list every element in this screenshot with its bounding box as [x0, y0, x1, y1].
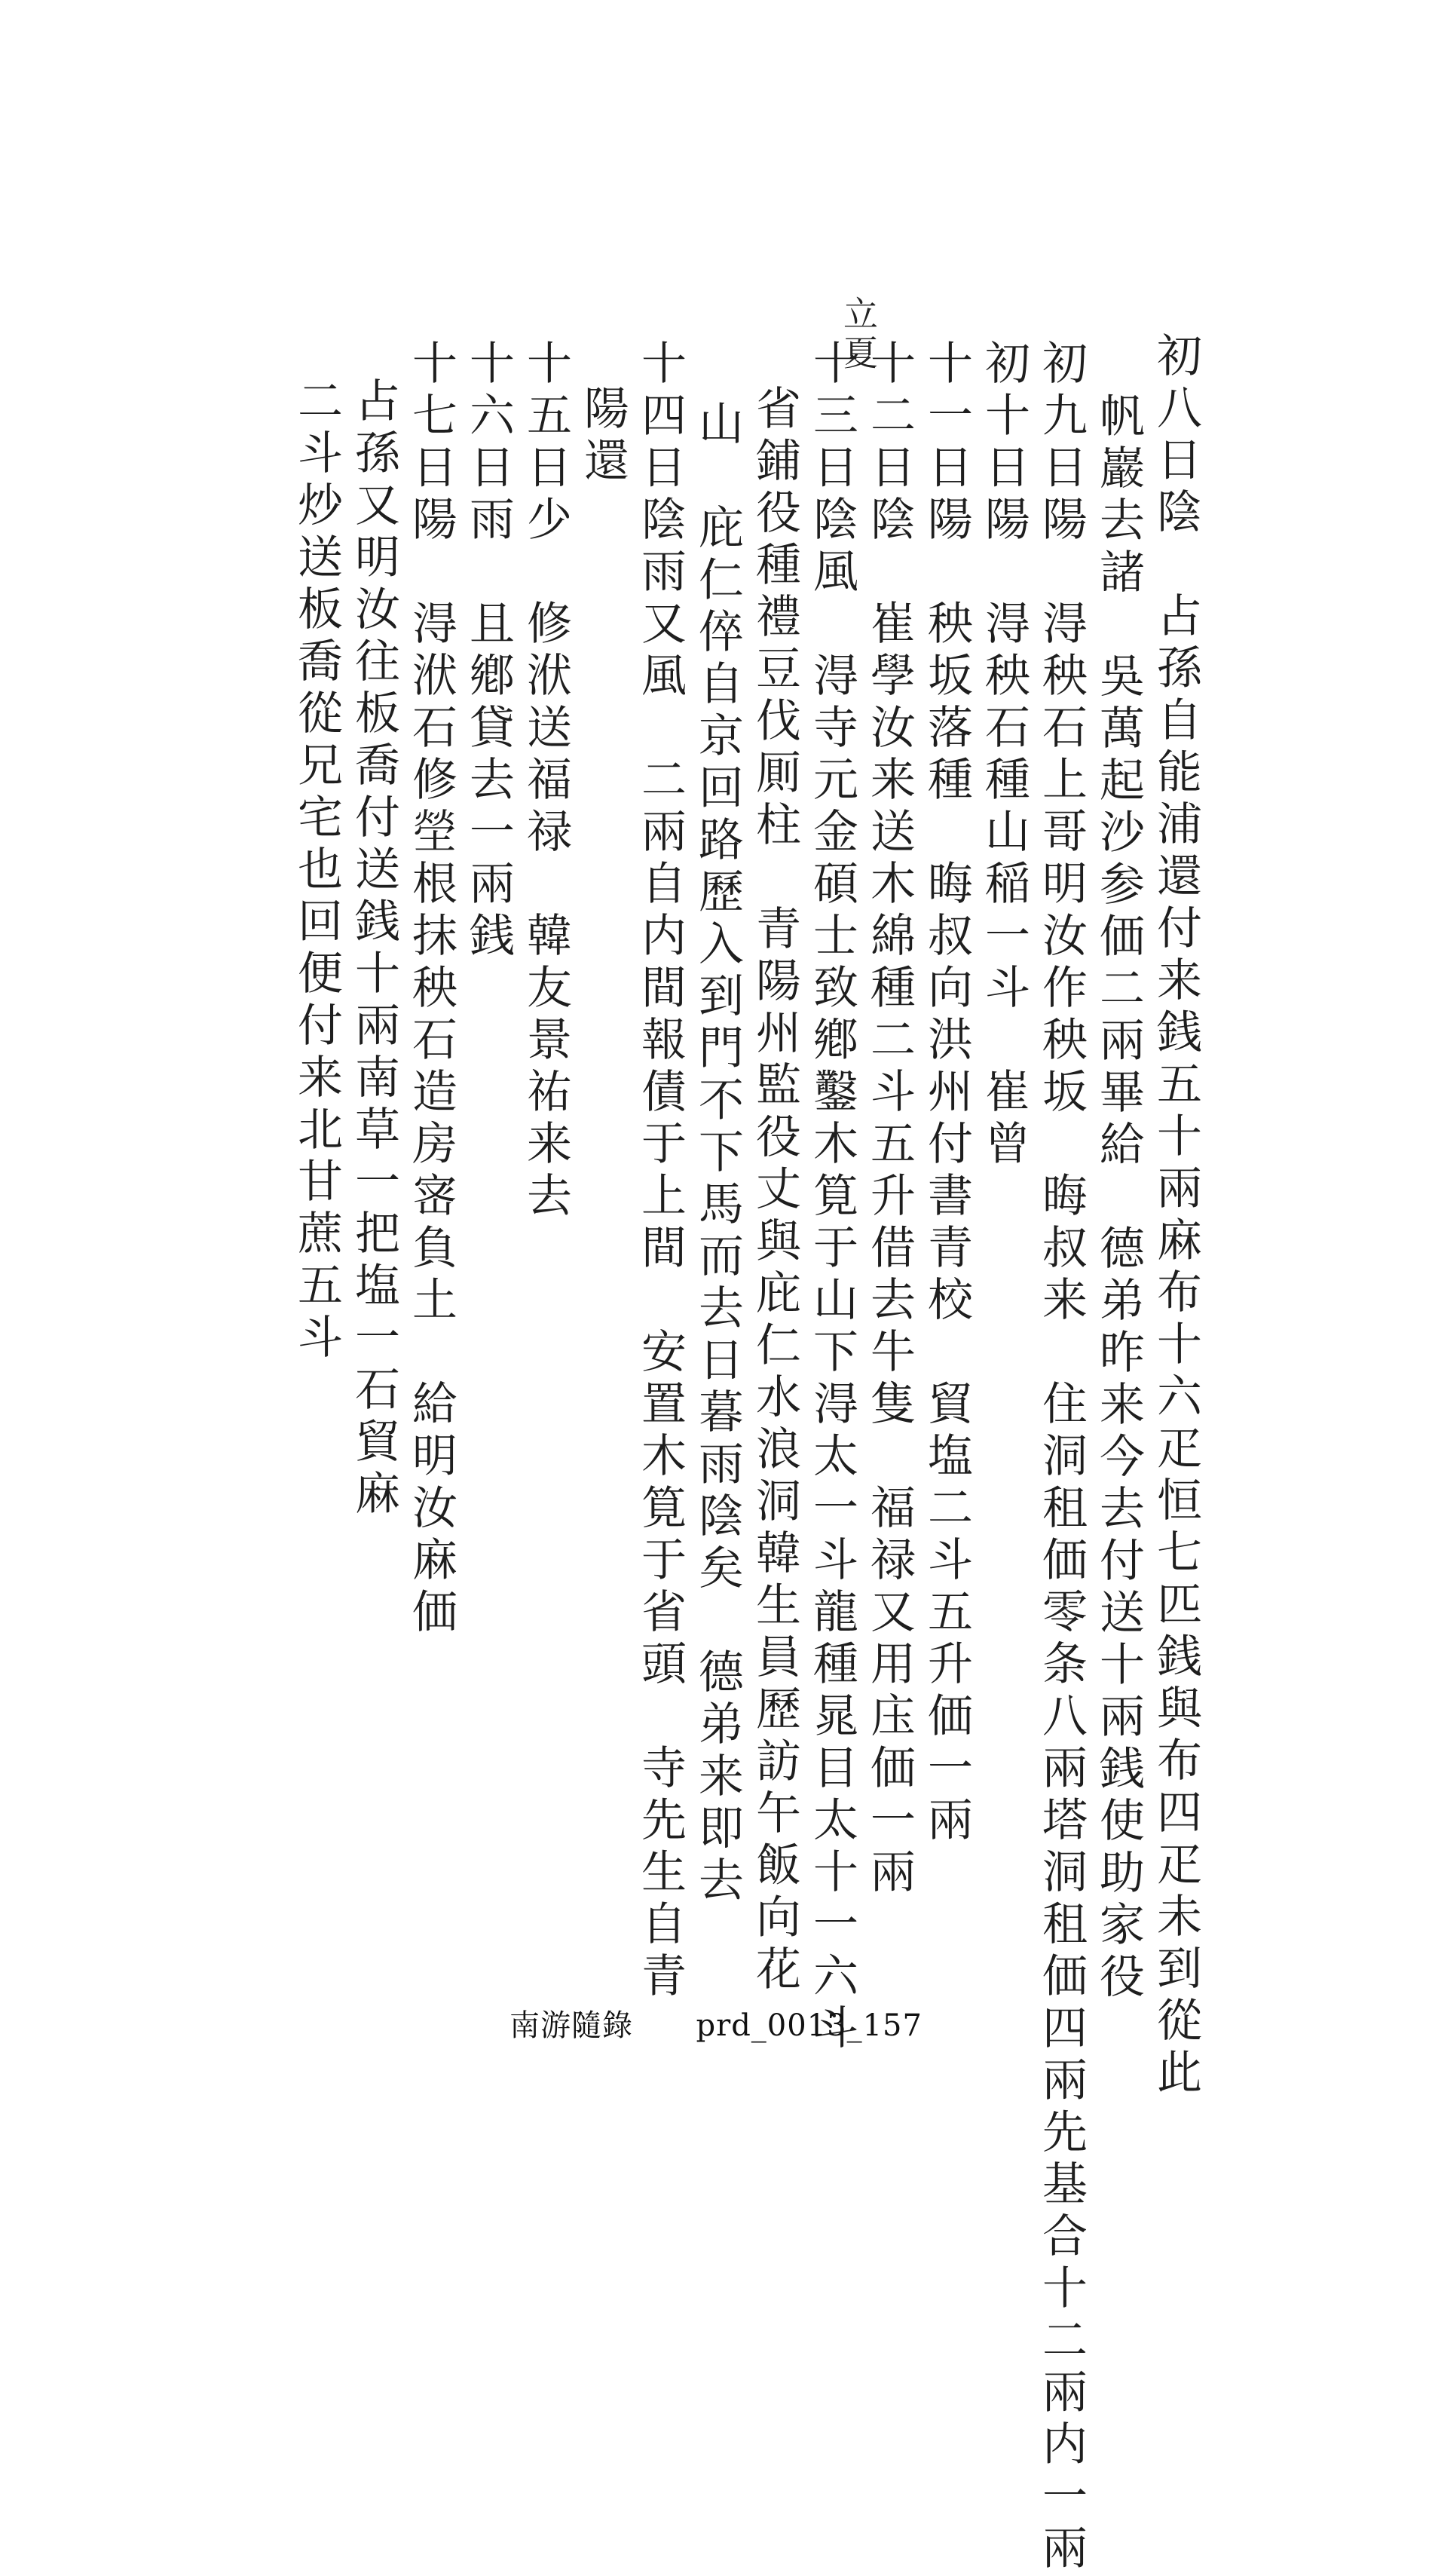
- manuscript-column: 初十日陽 淂秧石種山稲一斗 崔曾: [978, 339, 1030, 1172]
- manuscript-column: 十六日雨 且鄕貸去一兩銭: [462, 339, 515, 963]
- manuscript-column: 帆巖去諸 吳萬起沙参価二兩畢給 德弟昨来今去付送十兩銭使助家役: [1092, 392, 1145, 2005]
- footer-title: 南游隨錄: [509, 2008, 634, 2043]
- manuscript-column: 十三日陰風 淂寺元金碩士致鄕鑿木筧于山下淂太一斗龍種晁目太十一六斗: [806, 339, 858, 2056]
- manuscript-column: 占孫又明汝往板喬付送銭十兩南草一把塩一石貿麻: [347, 377, 400, 1521]
- manuscript-column: 十一日陽 秧坂落種 晦叔向洪州付書青校 貿塩二斗五升価一兩: [920, 339, 973, 1848]
- manuscript-column: 省鋪役種禮豆伐厠柱 青陽州監役丈與庇仁水浪洞韓生員歷訪午飯向花: [748, 384, 801, 1997]
- manuscript-column: 初八日陰 占孫自能浦還付来銭五十兩麻布十六疋恒七匹銭與布四疋未到從此: [1149, 332, 1202, 2100]
- manuscript-column: 十二日陰 崔學汝来送木綿種二斗五升借去牛隻 福禄又用庒価一兩: [863, 339, 916, 1900]
- manuscript-column: 十五日少 修洑送福禄 韓友景祐来去: [519, 339, 572, 1224]
- manuscript-column: 二斗炒送板喬從兄宅也回便付来北甘蔗五斗: [290, 377, 343, 1365]
- manuscript-column: 陽還: [577, 384, 629, 489]
- page-footer: [0, 2002, 1432, 2045]
- manuscript-column: 十七日陽 淂洑石修塋根抹秧石造房宻負土 給明汝麻価: [405, 339, 457, 1640]
- footer-page-id: prd_0013_157: [696, 2008, 923, 2043]
- manuscript-column: 初九日陽 淂秧石上哥明汝作秧坂 晦叔来 住洞租価零条八兩塔洞租価四兩先基合十二兩内一兩: [1035, 339, 1088, 2576]
- marginal-note: 立夏: [838, 296, 879, 374]
- manuscript-column: 山 庇仁倅自京回路歷入到門不下馬而去日暮雨陰矣 德弟来即去: [691, 400, 744, 1908]
- manuscript-column: 十四日陰雨又風 二兩自内間報債于上間 安置木筧于省頭 寺先生自青: [634, 339, 687, 2004]
